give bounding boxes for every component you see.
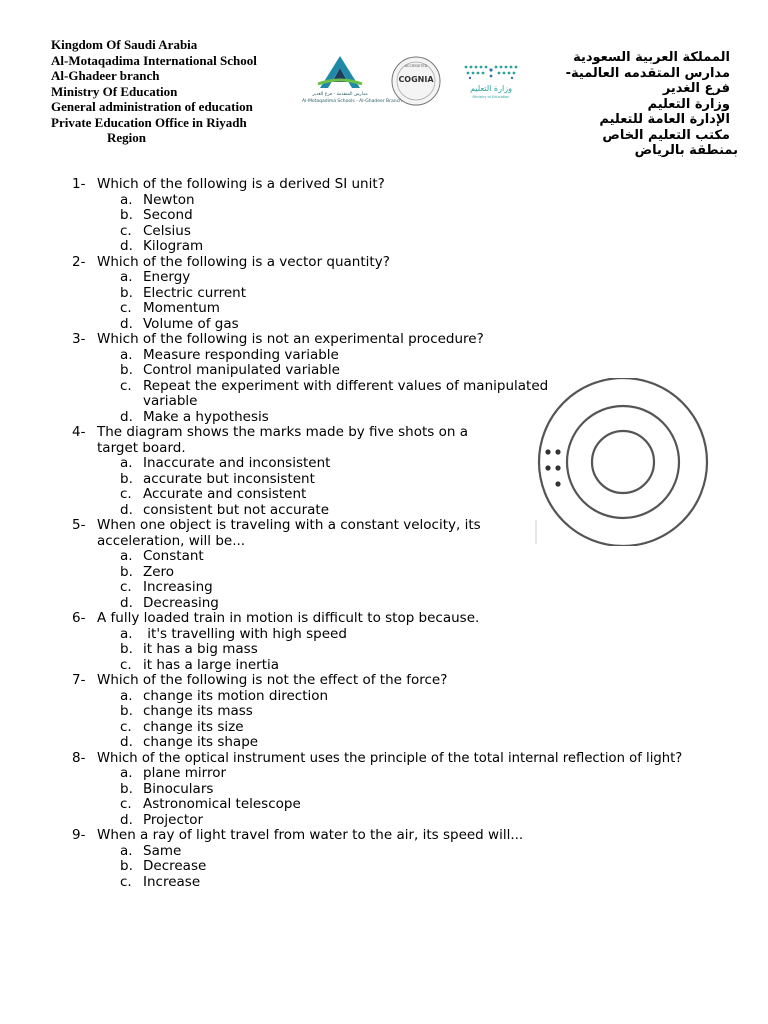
option-text: Repeat the experiment with different values of manipulated variable — [143, 377, 549, 409]
question-number: 1- — [72, 176, 86, 192]
option-text: Decreasing — [143, 594, 219, 611]
option-text: Newton — [143, 191, 195, 208]
option-text: Electric current — [143, 284, 247, 301]
option-text: Astronomical telescope — [143, 796, 301, 812]
option-text: consistent but not accurate — [143, 501, 330, 518]
header-line: General administration of education — [51, 99, 253, 114]
option-letter: a. — [120, 687, 133, 704]
header-line-ar: مدارس المتقدمه العالمية- — [565, 65, 730, 81]
option-letter: a. — [120, 548, 133, 564]
option-letter: a. — [120, 455, 133, 471]
question-text: Which of the following is a derived SI unit? — [97, 176, 385, 192]
option-text: Energy — [143, 269, 191, 285]
option-text: Accurate and consistent — [143, 486, 307, 502]
target-inner-ring — [592, 431, 654, 493]
target-middle-ring — [567, 406, 679, 518]
option — [72, 704, 752, 720]
question-5 — [72, 518, 529, 549]
option — [72, 348, 603, 364]
option — [72, 239, 752, 255]
option — [72, 844, 752, 860]
option-text: Control manipulated variable — [143, 362, 340, 378]
question-text: Which of the optical instrument uses the principle of the total internal reflection of light? — [97, 750, 683, 766]
option-text: Zero — [143, 563, 175, 580]
options-2 — [72, 270, 752, 332]
question-1 — [72, 177, 752, 193]
option-text: it has a large inertia — [143, 656, 280, 673]
option-letter: d. — [120, 734, 133, 750]
option-text: accurate but inconsistent — [143, 470, 315, 487]
question-text: Which of the following is not an experimental procedure? — [97, 331, 484, 347]
option-letter: c. — [120, 796, 132, 812]
question-number: 6- — [72, 610, 86, 626]
cognia-word: COGNIA — [398, 75, 434, 84]
shot-mark — [555, 481, 560, 486]
option-text: plane mirror — [143, 765, 227, 781]
option-text: Projector — [143, 811, 203, 828]
option-letter: c. — [120, 718, 132, 735]
option — [72, 317, 752, 333]
option-letter: c. — [120, 222, 132, 239]
question-3 — [72, 332, 752, 348]
header-line-ar: وزارة التعليم — [647, 96, 730, 112]
school-logo-caption-en: Al-Motaqadima Schools - Al-Ghadeer Branch — [302, 99, 402, 104]
option-letter: c. — [120, 486, 132, 502]
options-8 — [72, 766, 752, 828]
option — [72, 720, 752, 736]
shot-mark — [555, 465, 560, 470]
option — [72, 658, 752, 674]
option-letter: a. — [120, 346, 133, 363]
option — [72, 208, 752, 224]
option-letter: b. — [120, 641, 133, 657]
option — [72, 379, 553, 410]
question-text: The diagram shows the marks made by five shots on a target board. — [97, 424, 468, 456]
question-9 — [72, 828, 752, 844]
question-7 — [72, 673, 752, 689]
option — [72, 565, 752, 581]
option — [72, 596, 752, 612]
option-letter: c. — [120, 377, 132, 394]
option-text: Volume of gas — [143, 315, 239, 332]
header-line-ar: بمنطقة بالرياض — [634, 143, 738, 158]
header-line: Al-Motaqadima International School — [51, 52, 257, 68]
option — [72, 286, 752, 302]
question-text: A fully loaded train in motion is difficult to stop because. — [97, 610, 480, 626]
shot-mark — [545, 465, 550, 470]
option-text: it's travelling with high speed — [143, 625, 347, 642]
header-line-ar: مكتب التعليم الخاص — [602, 127, 730, 143]
ministry-logo-ar: وزارة التعليم — [470, 84, 512, 93]
option-letter: b. — [120, 703, 133, 719]
option-letter: b. — [120, 563, 133, 580]
target-board-diagram — [533, 378, 713, 546]
question-8 — [72, 751, 752, 767]
option-text: Kilogram — [143, 238, 204, 254]
option-text: Inaccurate and inconsistent — [143, 455, 331, 471]
option — [72, 642, 752, 658]
header-line-ar: المملكة العربية السعودية — [573, 50, 730, 65]
option-letter: b. — [120, 284, 133, 301]
option — [72, 301, 752, 317]
options-7 — [72, 689, 752, 751]
option — [72, 782, 752, 798]
question-text: Which of the following is a vector quantity? — [97, 253, 390, 270]
header-line: Region — [107, 130, 146, 145]
option — [72, 689, 752, 705]
option-letter: a. — [120, 625, 133, 642]
option-letter: d. — [120, 315, 133, 332]
option-text: change its motion direction — [143, 687, 329, 704]
option-letter: a. — [120, 269, 133, 285]
option-letter: b. — [120, 858, 133, 874]
option-text: Make a hypothesis — [143, 408, 269, 425]
option — [72, 813, 752, 829]
header-english — [51, 37, 301, 146]
option-letter: d. — [120, 501, 133, 518]
question-text: Which of the following is not the effect of the force? — [97, 672, 448, 688]
option-text: Celsius — [143, 222, 191, 239]
option-text: Increasing — [143, 579, 213, 595]
option-letter: d. — [120, 238, 133, 254]
option-text: Increase — [143, 873, 201, 890]
question-number: 3- — [72, 331, 86, 347]
shot-mark — [555, 449, 560, 454]
option-letter: d. — [120, 811, 133, 828]
option-letter: c. — [120, 873, 132, 890]
question-text: When a ray of light travel from water to the air, its speed will... — [97, 827, 524, 843]
options-6 — [72, 627, 752, 674]
option — [72, 875, 752, 891]
options-1 — [72, 193, 752, 255]
question-number: 8- — [72, 749, 86, 766]
option — [72, 503, 603, 519]
cognia-logo — [391, 56, 441, 106]
header-line-ar: الإدارة العامة للتعليم — [599, 112, 730, 127]
school-logo-caption-ar: مدارس المتقدمة - فرع الغدير — [312, 92, 368, 97]
option-text: Same — [143, 842, 182, 859]
option — [72, 270, 752, 286]
ministry-logo-en: Ministry of Education — [472, 95, 510, 99]
option — [72, 859, 752, 875]
question-number: 5- — [72, 517, 86, 533]
option — [72, 797, 752, 813]
options-5 — [72, 549, 752, 611]
question-number: 9- — [72, 827, 86, 843]
school-logo-icon — [302, 52, 378, 92]
option — [72, 627, 752, 643]
cognia-accredited: ACCREDITED — [404, 64, 428, 68]
option-text: change its shape — [143, 734, 259, 750]
option-letter: c. — [120, 579, 132, 595]
option-letter: d. — [120, 594, 133, 611]
option — [72, 735, 752, 751]
option-text: Decrease — [143, 858, 207, 874]
option — [72, 472, 603, 488]
option — [72, 193, 752, 209]
option — [72, 549, 752, 565]
option-letter: c. — [120, 300, 132, 316]
option-text: Momentum — [143, 300, 220, 316]
option-letter: a. — [120, 765, 133, 781]
header-arabic — [508, 50, 738, 159]
question-4 — [72, 425, 512, 456]
question-number: 4- — [72, 424, 86, 440]
option-letter: d. — [120, 408, 133, 425]
option-text: change its size — [143, 718, 244, 735]
option-text: Measure responding variable — [143, 346, 339, 363]
header-line-ar: فرع الغدير — [662, 81, 730, 96]
option-letter: a. — [120, 842, 133, 859]
header-line: Kingdom Of Saudi Arabia — [51, 37, 198, 52]
option-letter: c. — [120, 656, 132, 673]
option — [72, 224, 752, 240]
option — [72, 580, 752, 596]
school-logo — [302, 52, 402, 110]
header-line: Private Education Office in Riyadh — [51, 114, 247, 130]
option-letter: a. — [120, 191, 133, 208]
option-text: change its mass — [143, 703, 253, 719]
option — [72, 766, 752, 782]
option-letter: b. — [120, 470, 133, 487]
option — [72, 410, 603, 426]
shot-mark — [545, 449, 550, 454]
header-line: Al-Ghadeer branch — [51, 68, 160, 83]
option-text: Constant — [143, 548, 204, 564]
option — [72, 487, 603, 503]
question-number: 2- — [72, 253, 86, 270]
question-number: 7- — [72, 672, 86, 688]
option-text: it has a big mass — [143, 641, 258, 657]
header-line: Ministry Of Education — [51, 83, 178, 99]
target-outer-ring — [539, 378, 707, 546]
question-text: When one object is traveling with a constant velocity, its acceleration, will be... — [97, 517, 481, 549]
option-letter: b. — [120, 780, 133, 797]
question-6 — [72, 611, 752, 627]
option — [72, 363, 603, 379]
option-text: Second — [143, 207, 193, 223]
options-9 — [72, 844, 752, 891]
option-letter: b. — [120, 362, 133, 378]
option — [72, 456, 603, 472]
option-text: Binoculars — [143, 780, 214, 797]
option-letter: b. — [120, 207, 133, 223]
question-2 — [72, 255, 752, 271]
